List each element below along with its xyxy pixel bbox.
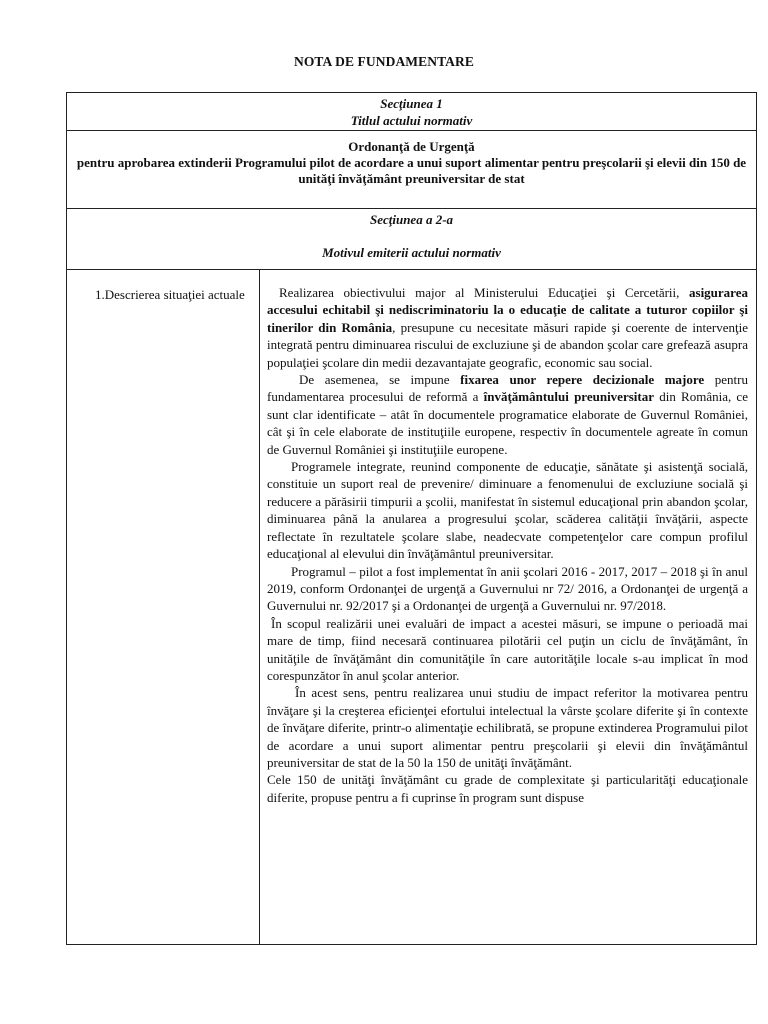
act-title: pentru aprobarea extinderii Programului pilot de acordare a unui suport alimentar pentru preşcolarii şi elevii din 150 de unităţi învăţământ preuniversitar de stat [76, 155, 747, 186]
paragraph-7: Cele 150 de unităţi învăţământ cu grade de complexitate şi particularităţi educaţionale diferite, propuse pentru a fi cuprinse în program sunt dispuse [267, 772, 748, 805]
paragraph-4: Programul – pilot a fost implementat în anii şcolari 2016 - 2017, 2017 – 2018 şi în anul 2019, conform Ordonanţei de urgenţă a Guvernului nr 72/ 2016, a Ordonanţei de urgenţă a Guvernului nr. 92/2017 şi a Ordonanţei de urgenţă a Guvernului nr. 97/2018. [267, 563, 748, 614]
paragraph-2: De asemenea, se impune fixarea unor repere decizionale majore pentru fundamentarea procesului de reformă a învăţământului preuniversitar din România, ce sunt clar identificate – atât în documentele programatice elaborate de Guvernul României, cât şi în cele elaborate de instituţiile europene, respectiv în documentele agreate în comun de Guvernul României şi instituţiile europene. [267, 372, 748, 457]
section-1-heading: Secţiunea 1 [380, 96, 443, 111]
document-table [66, 92, 757, 945]
page-title: NOTA DE FUNDAMENTARE [293, 54, 474, 69]
section-2-subheading: Motivul emiterii actului normativ [322, 245, 501, 260]
section-1-subheading: Titlul actului normativ [350, 113, 473, 128]
row-content [260, 270, 756, 944]
paragraph-6: În acest sens, pentru realizarea unui studiu de impact referitor la motivarea pentru învăţare şi la creşterea eficienţei efortului intelectual la vârste şcolare diferite şi în contexte de învăţare diferite, printr-o alimentaţie echilibrată, se propune extinderea Programului pilot de acordare a unui suport alimentar pentru preşcolarii şi elevii din învăţământul preuniversitar de stat de la 50 la 150 de unităţi învăţământ. [267, 685, 748, 770]
paragraph-1: Realizarea obiectivului major al Ministerului Educaţiei şi Cercetării, asigurarea accesului echitabil şi nediscriminatoriu la o educaţie de calitate a tuturor copiilor şi tinerilor din România, presupune cu necesitate măsuri rapide şi coerente de intervenţie integrată pentru diminuarea riscului de excluziune şi de abandon şcolar care grefează asupra populaţiei şcolare din medii dezavantajate geografic, economic sau social. [267, 285, 748, 370]
content-row [67, 270, 756, 944]
section-2-heading: Secţiunea a 2-a [369, 212, 454, 227]
paragraph-5: În scopul realizării unei evaluări de impact a acestei măsuri, se impune o perioadă mai mare de timp, fiind necesară continuarea pilotării cel puţin un ciclu de învăţământ, în unităţile de învăţământ din comunităţile în care autorităţile locale s-au implicat în mod corespunzător în anul şcolar anterior. [267, 615, 748, 683]
act-title-block [67, 131, 756, 209]
paragraph-3: Programele integrate, reunind componente de educaţie, sănătate şi asistenţă socială, constituie un suport real de prevenire/ diminuare a fenomenului de excluziune socială şi reducere a părăsirii timpurii a şcolii, manifestat în sistemul educaţional prin abandon şcolar, diminuarea până la anularea a progresului şcolar, scăderea calităţii învăţării, aspecte reflectate în rezultatele şcolare slabe, neadecvate competenţelor care compun profilul educaţional al elevului din învăţământul preuniversitar. [267, 459, 748, 562]
act-type: Ordonanţă de Urgenţă [348, 139, 475, 154]
section-1-header [67, 93, 756, 131]
section-2-header [67, 209, 756, 270]
row-label: 1.Descrierea situaţiei actuale [67, 270, 260, 944]
